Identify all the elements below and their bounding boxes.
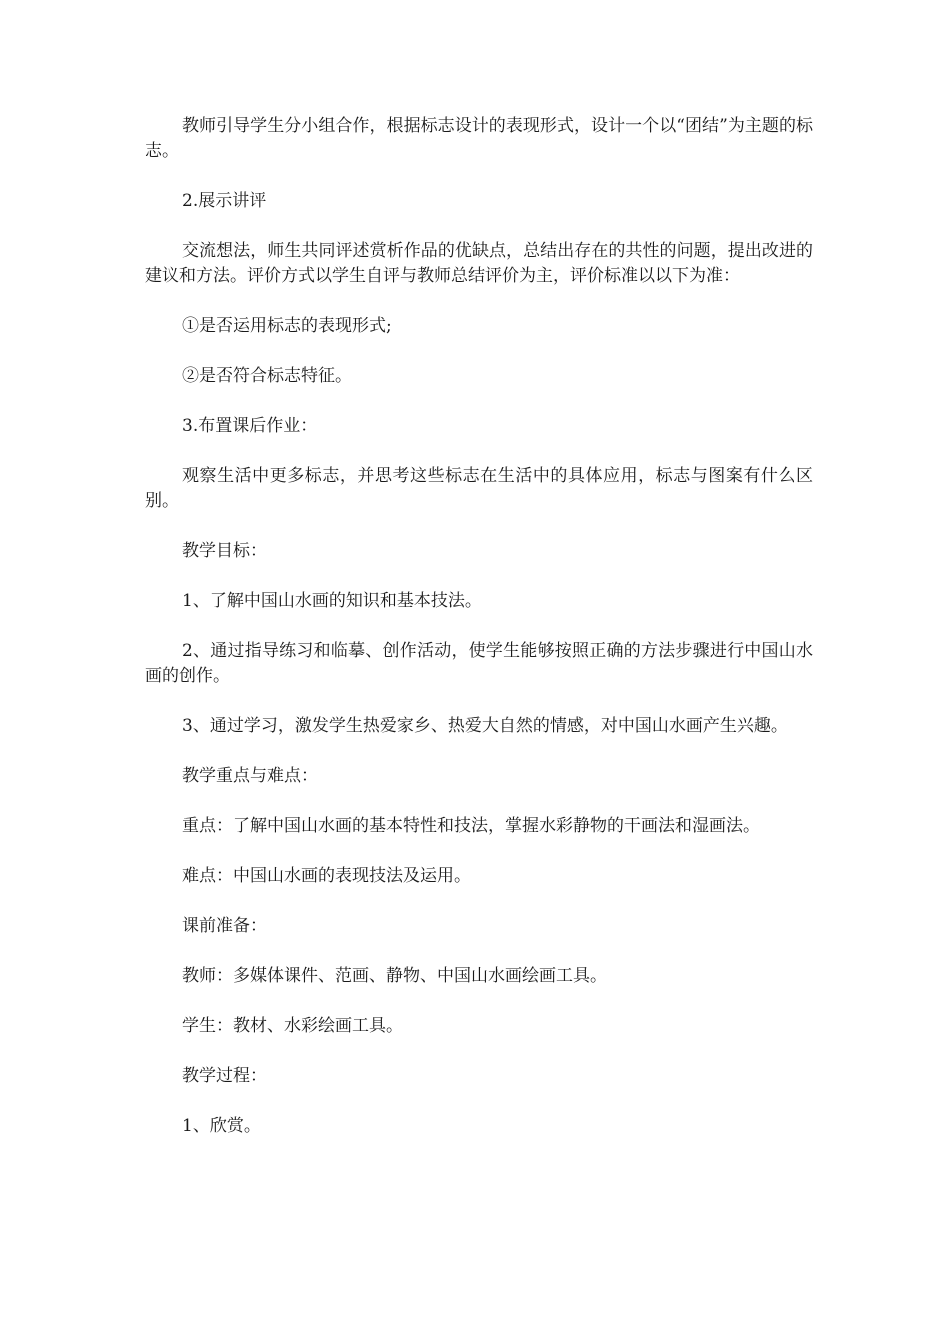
paragraph-evaluation: 交流想法，师生共同评述赏析作品的优缺点，总结出存在的共性的问题，提出改进的建议和方法。评价方式以学生自评与教师总结评价为主，评价标准以以下为准：	[145, 241, 813, 286]
paragraph-objective-2: 2、通过指导练习和临摹、创作活动，使学生能够按照正确的方法步骤进行中国山水画的创作。	[145, 641, 813, 686]
paragraph-heading-key-points: 教学重点与难点：	[182, 766, 318, 786]
paragraph-heading-preparation: 课前准备：	[182, 916, 267, 936]
paragraph-heading-objectives: 教学目标：	[182, 541, 267, 561]
paragraph-teacher-prep: 教师：多媒体课件、范画、静物、中国山水画绘画工具。	[182, 966, 607, 986]
paragraph-criterion-1: ①是否运用标志的表现形式;	[182, 316, 392, 336]
paragraph-criterion-2: ②是否符合标志特征。	[182, 366, 352, 386]
paragraph-homework: 观察生活中更多标志，并思考这些标志在生活中的具体应用，标志与图案有什么区别。	[145, 466, 813, 511]
paragraph-heading-homework: 3.布置课后作业：	[182, 416, 318, 436]
paragraph-heading-showcase: 2.展示讲评	[182, 191, 267, 211]
paragraph-student-prep: 学生：教材、水彩绘画工具。	[182, 1016, 403, 1036]
paragraph-process-step-1: 1、欣赏。	[182, 1116, 261, 1136]
paragraph-heading-process: 教学过程：	[182, 1066, 267, 1086]
paragraph-objective-3: 3、通过学习，激发学生热爱家乡、热爱大自然的情感，对中国山水画产生兴趣。	[182, 716, 788, 736]
paragraph-objective-1: 1、了解中国山水画的知识和基本技法。	[182, 591, 482, 611]
paragraph-key-point: 重点：了解中国山水画的基本特性和技法，掌握水彩静物的干画法和湿画法。	[182, 816, 760, 836]
document-body	[145, 114, 813, 1164]
paragraph-difficulty: 难点：中国山水画的表现技法及运用。	[182, 866, 471, 886]
paragraph-group-task: 教师引导学生分小组合作，根据标志设计的表现形式，设计一个以“团结”为主题的标志。	[145, 116, 813, 161]
